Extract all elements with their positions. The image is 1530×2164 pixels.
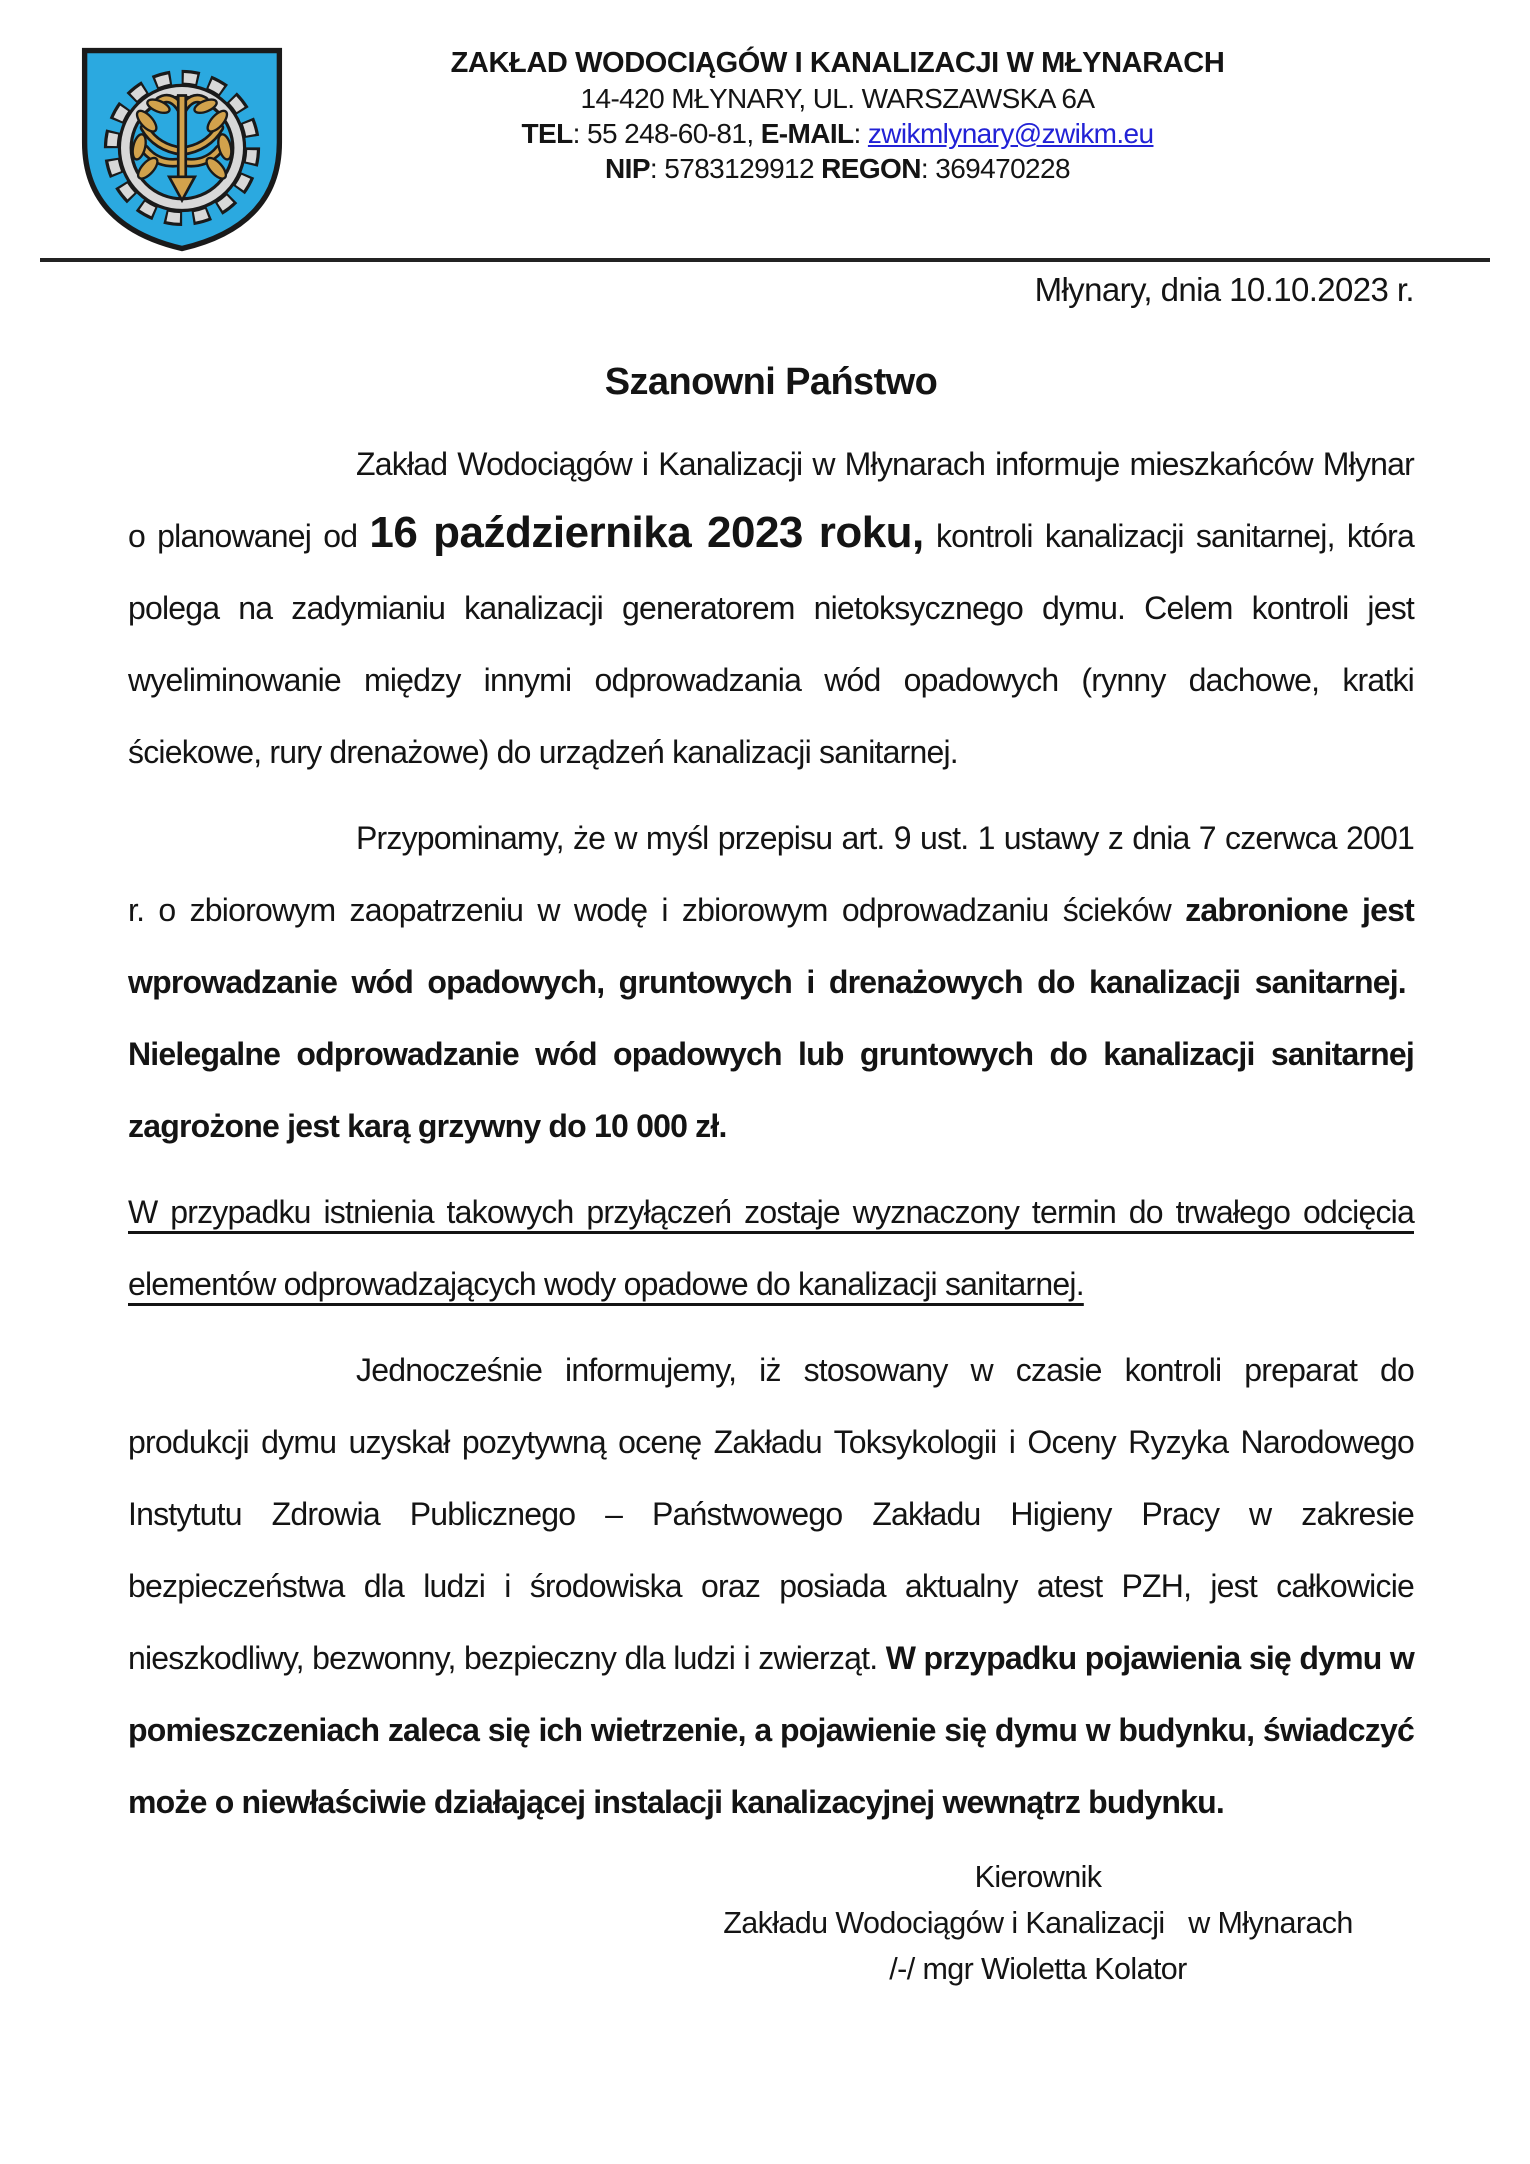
paragraph-legal-basis — [128, 802, 1414, 1162]
tel-value: : 55 248-60-81, — [572, 118, 761, 149]
letter-body — [0, 270, 1530, 1992]
paragraph-safety-info — [128, 1334, 1414, 1838]
date-line: Młynary, dnia 10.10.2023 r. — [1034, 271, 1414, 308]
signature-title: Kierownik — [974, 1860, 1102, 1894]
regon-value: : 369470228 — [920, 153, 1070, 184]
paragraph-announcement — [128, 428, 1414, 788]
header-divider — [40, 258, 1490, 262]
letterhead — [0, 0, 1530, 254]
paragraph-disconnection-notice — [128, 1176, 1414, 1320]
inspection-start-date: 16 października 2023 roku, — [369, 508, 924, 557]
email-label: E-MAIL — [760, 118, 854, 149]
regon-label: REGON — [821, 153, 921, 184]
paragraph-1-text-start: Zakład Wodociągów i Kanalizacji w Młynarach informuje mieszkańców Młynar o planowanej od — [128, 446, 1414, 554]
email-link[interactable]: zwikmlynary@zwikm.eu — [867, 118, 1154, 149]
tel-label: TEL — [521, 118, 573, 149]
letterhead-text — [345, 40, 1330, 186]
paragraph-4-text: Jednocześnie informujemy, iż stosowany w czasie kontroli preparat do produkcji dymu uzyskał pozytywną ocenę Zakładu Toksykologii i Oceny Ryzyka Narodowego Instytutu Zdrowia Publicznego – Państwowego Zakładu Higieny Pracy w zakresie bezpieczeństwa dla ludzi i środowiska oraz posiada aktualny atest PZH, jest całkowicie nieszkodliwy, bezwonny, bezpieczny dla ludzi i zwierząt. — [128, 1352, 1414, 1676]
organization-logo — [75, 44, 289, 254]
paragraph-3-text: W przypadku istnienia takowych przyłączeń zostaje wyznaczony termin do trwałego odcięcia elementów odprowadzających wody opadowe do kanalizacji sanitarnej. — [128, 1194, 1414, 1302]
paragraph-2-text: Przypominamy, że w myśl przepisu art. 9 ust. 1 ustawy z dnia 7 czerwca 2001 r. o zbiorowym zaopatrzeniu w wodę i zbiorowym odprowadzaniu ścieków — [128, 820, 1414, 928]
paragraph-1-text-end: kontroli kanalizacji sanitarnej, która polega na zadymianiu kanalizacji generatorem nietoksycznego dymu. Celem kontroli jest wyeliminowanie między innymi odprowadzania wód opadowych (rynny dachowe, kratki ściekowe, rury drenażowe) do urządzeń kanalizacji sanitarnej. — [128, 518, 1415, 770]
nip-label: NIP — [605, 153, 650, 184]
organization-name: ZAKŁAD WODOCIĄGÓW I KANALIZACJI W MŁYNARACH — [450, 47, 1225, 79]
email-colon: : — [853, 118, 868, 149]
signature-name: /-/ mgr Wioletta Kolator — [889, 1952, 1187, 1986]
salutation-heading: Szanowni Państwo — [604, 361, 938, 403]
contact-line — [345, 116, 1330, 151]
organization-address: 14-420 MŁYNARY, UL. WARSZAWSKA 6A — [580, 83, 1095, 114]
registry-line — [345, 151, 1330, 186]
prohibition-bold-text: zabronione jest wprowadzanie wód opadowych, gruntowych i drenażowych do kanalizacji sanitarnej. Nielegalne odprowadzanie wód opadowych lub gruntowych do kanalizacji sanitarnej zagrożone jest karą grzywny do 10 000 zł. — [128, 892, 1414, 1144]
nip-value: : 5783129912 — [649, 153, 822, 184]
signature-organization: Zakładu Wodociągów i Kanalizacji w Młynarach — [723, 1906, 1353, 1940]
smoke-advice-bold-text: W przypadku pojawienia się dymu w pomieszczeniach zaleca się ich wietrzenie, a pojawienie się dymu w budynku, świadczyć może o niewłaściwie działającej instalacji kanalizacyjnej wewnątrz budynku. — [128, 1640, 1414, 1820]
signature-block — [676, 1854, 1400, 1992]
